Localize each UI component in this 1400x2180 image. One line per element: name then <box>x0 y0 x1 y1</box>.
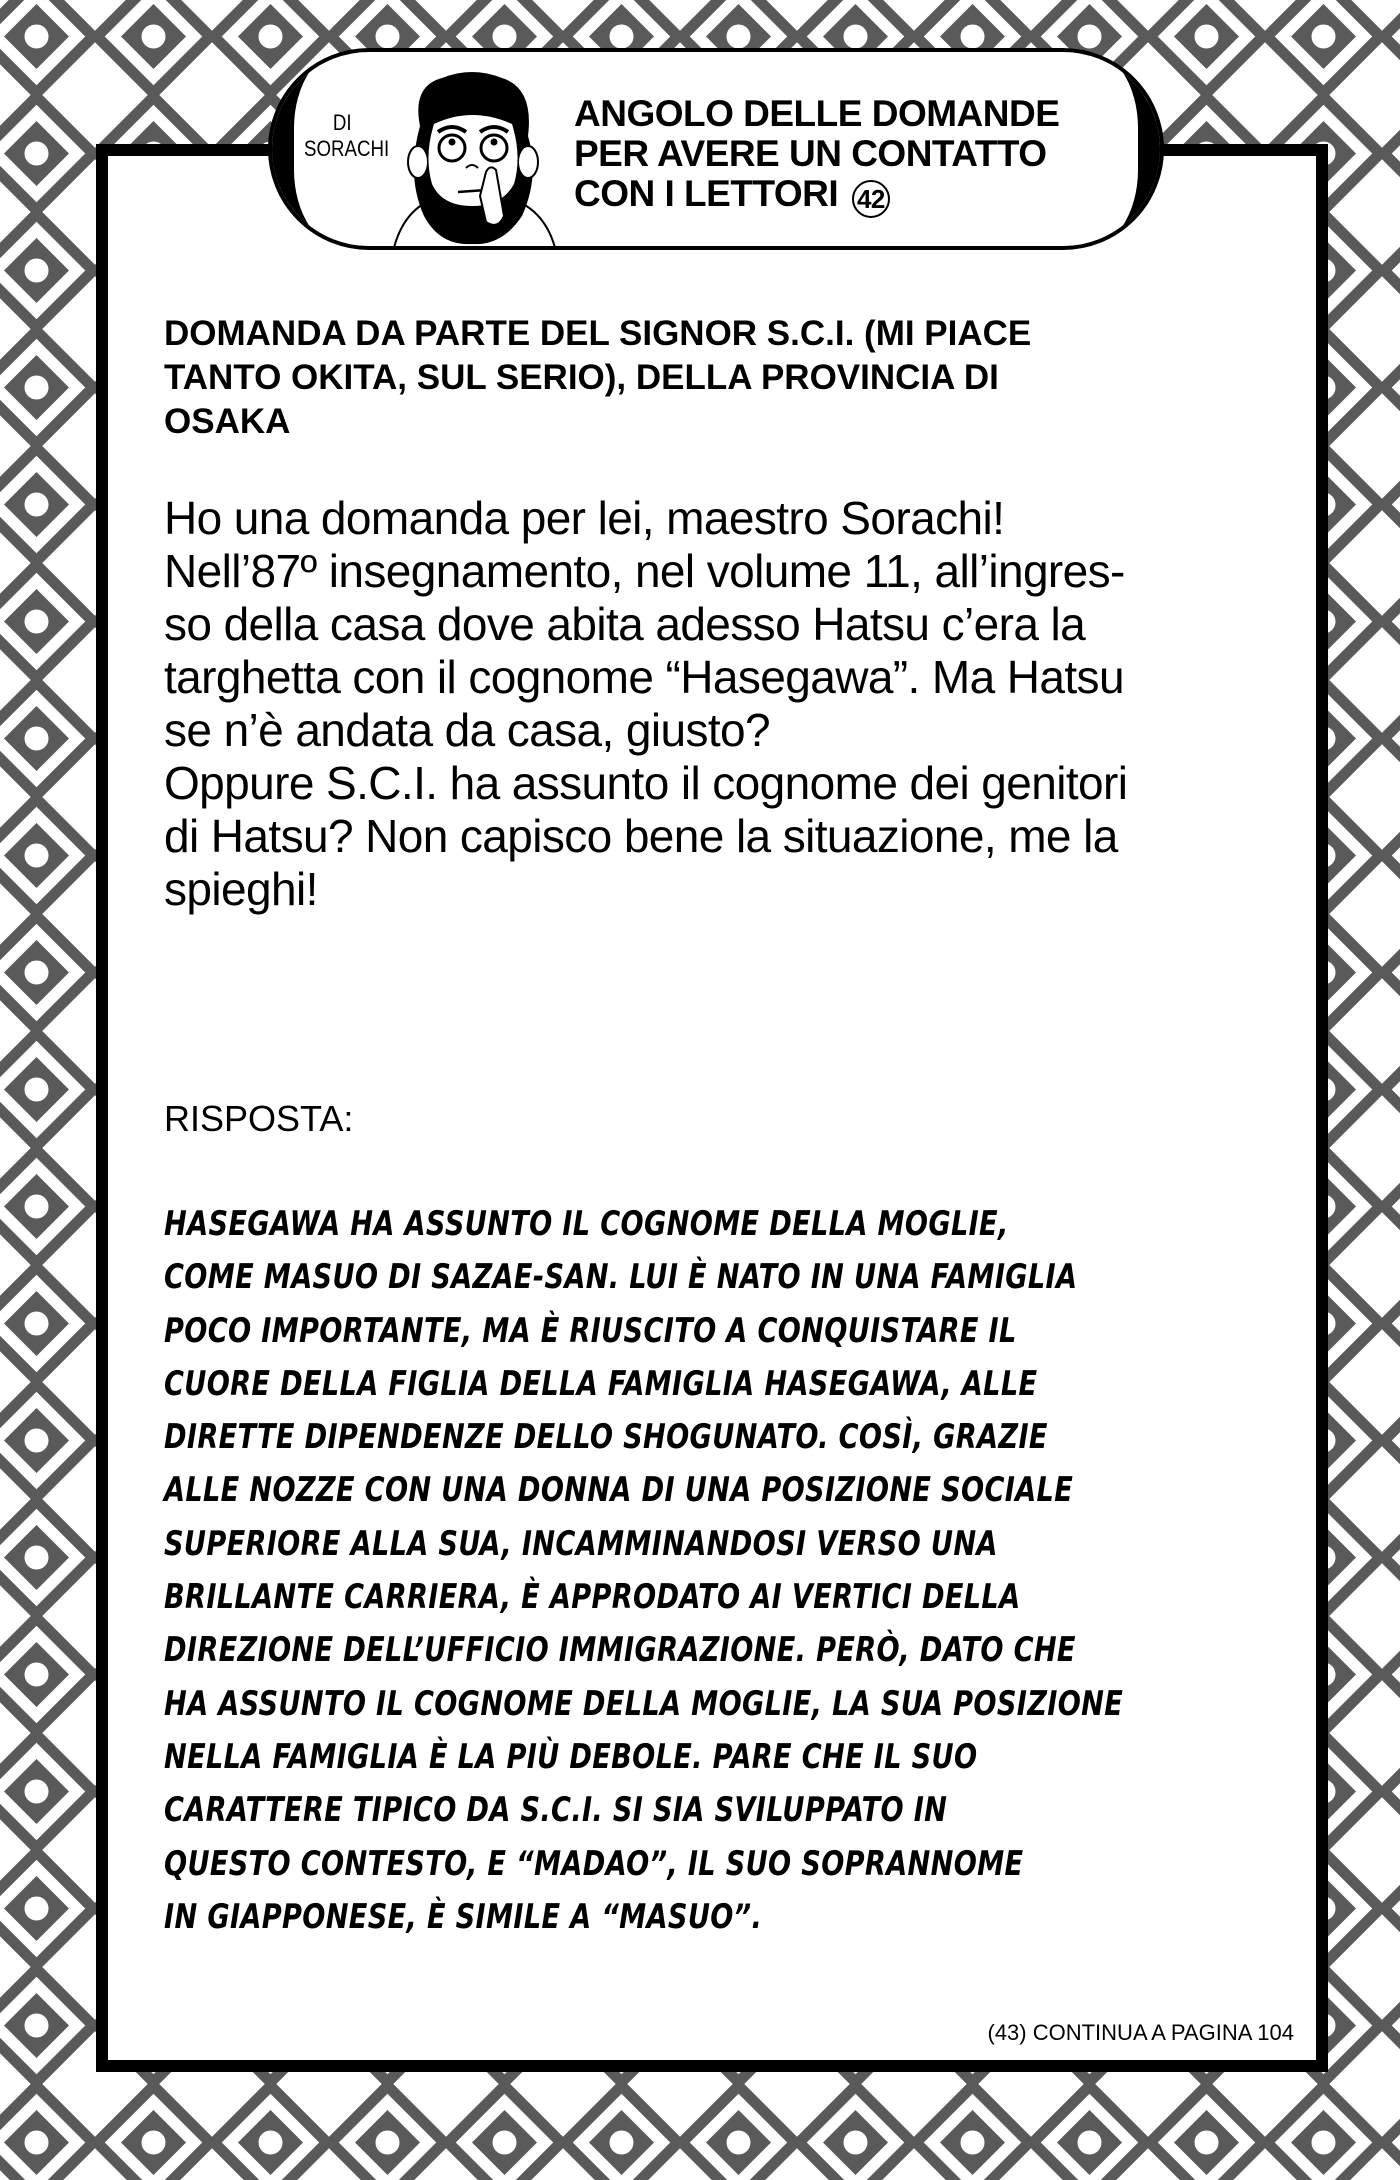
title-line-1: ANGOLO DELLE DOMANDE <box>574 93 1060 134</box>
answer-line: DIRETTE DIPENDENZE DELLO SHOGUNATO. COSÌ, GRAZIE <box>164 1417 1048 1458</box>
answer-line: DIREZIONE DELL’UFFICIO IMMIGRAZIONE. PERÒ, DATO CHE <box>164 1630 1076 1671</box>
author-byline <box>304 110 390 162</box>
question-heading-line: OSAKA <box>164 402 291 441</box>
question-line: so della casa dove abita adesso Hatsu c’era la <box>164 598 1086 650</box>
title-line-2: PER AVERE UN CONTATTO <box>574 133 1047 174</box>
byline-line-1: DI <box>332 110 352 135</box>
answer-line: QUESTO CONTESTO, E “MADAO”, IL SUO SOPRANNOME <box>164 1843 1024 1884</box>
continue-page-note: (43) CONTINUA A PAGINA 104 <box>987 2020 1294 2045</box>
answer-line: CUORE DELLA FIGLIA DELLA FAMIGLIA HASEGAWA, ALLE <box>164 1363 1038 1404</box>
question-line: di Hatsu? Non capisco bene la situazione, me la <box>164 810 1118 862</box>
question-line: spieghi! <box>164 863 318 915</box>
question-heading-line: TANTO OKITA, SUL SERIO), DELLA PROVINCIA DI <box>164 358 999 397</box>
question-line: Oppure S.C.I. ha assunto il cognome dei genitori <box>164 757 1128 809</box>
answer-body <box>164 1198 1304 1944</box>
question-body <box>164 492 1284 916</box>
header-banner <box>268 48 1164 250</box>
answer-label: RISPOSTA: <box>164 1098 354 1139</box>
gorilla-author-portrait-icon <box>382 66 562 250</box>
byline-line-2: SORACHI <box>304 136 390 161</box>
answer-line: HASEGAWA HA ASSUNTO IL COGNOME DELLA MOGLIE, <box>164 1204 1009 1244</box>
question-line: targhetta con il cognome “Hasegawa”. Ma Hatsu <box>164 651 1124 703</box>
answer-line: ALLE NOZZE CON UNA DONNA DI UNA POSIZIONE SOCIALE <box>164 1470 1074 1511</box>
answer-line: NELLA FAMIGLIA È LA PIÙ DEBOLE. PARE CHE IL SUO <box>164 1736 978 1777</box>
answer-line: CARATTERE TIPICO DA S.C.I. SI SIA SVILUPPATO IN <box>164 1790 948 1831</box>
answer-line: POCO IMPORTANTE, MA È RIUSCITO A CONQUISTARE IL <box>164 1310 1017 1351</box>
answer-line: BRILLANTE CARRIERA, È APPRODATO AI VERTICI DELLA <box>164 1577 1021 1618</box>
answer-line: IN GIAPPONESE, È SIMILE A “MASUO”. <box>164 1896 763 1937</box>
answer-line: HA ASSUNTO IL COGNOME DELLA MOGLIE, LA SUA POSIZIONE <box>164 1683 1124 1724</box>
question-line: Nell’87º insegnamento, nel volume 11, all’ingres- <box>164 545 1125 597</box>
title-line-3-text: CON I LETTORI <box>574 173 839 214</box>
question-heading-line: DOMANDA DA PARTE DEL SIGNOR S.C.I. (MI PIACE <box>164 314 1032 353</box>
episode-number-badge: 42 <box>852 180 890 218</box>
title-line-3 <box>574 174 1134 218</box>
question-heading <box>164 312 1284 444</box>
answer-line: COME MASUO DI SAZAE-SAN. LUI È NATO IN UNA FAMIGLIA <box>164 1257 1078 1298</box>
answer-line: SUPERIORE ALLA SUA, INCAMMINANDOSI VERSO UNA <box>164 1523 998 1564</box>
question-line: Ho una domanda per lei, maestro Sorachi! <box>164 492 1005 544</box>
page-title <box>574 94 1134 218</box>
question-line: se n’è andata da casa, giusto? <box>164 704 771 756</box>
